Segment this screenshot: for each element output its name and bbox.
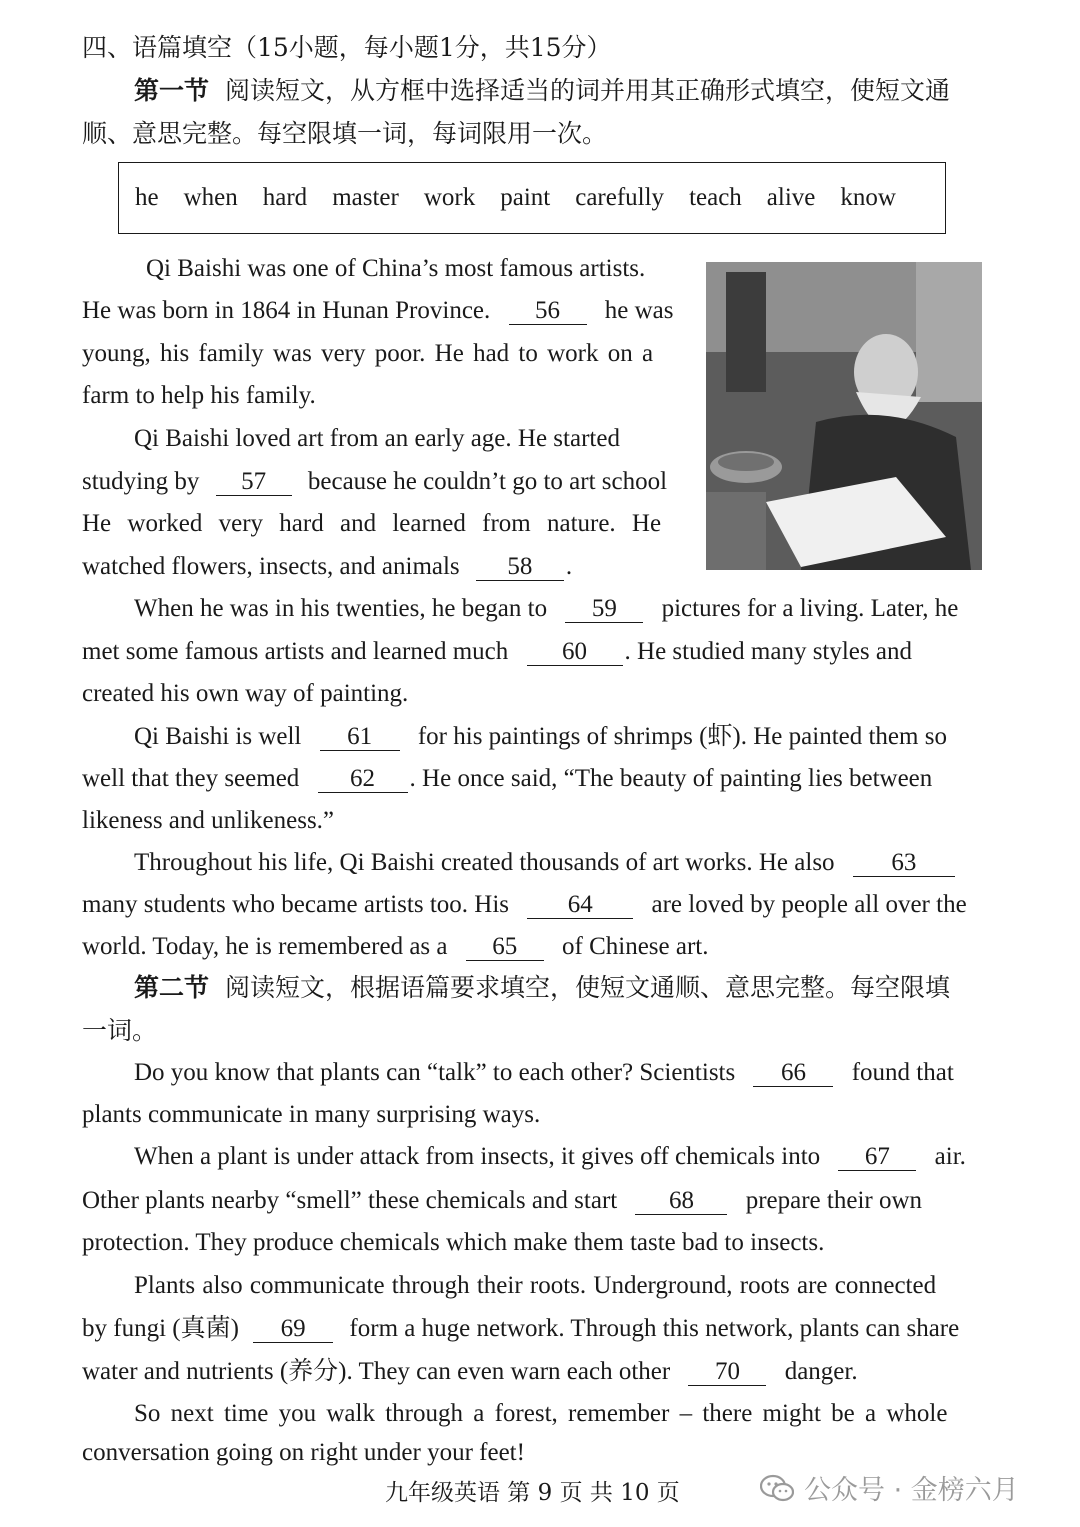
word-box-item: he — [135, 184, 159, 211]
blank-63: 63 — [853, 850, 955, 877]
p1-line: created his own way of painting. — [82, 680, 409, 707]
p2-text: form a huge network. Through this network, plants can share — [349, 1315, 960, 1342]
p2-text: When a plant is under attack from insects, it gives off chemicals into — [134, 1143, 821, 1170]
p1-line: likeness and unlikeness.” — [82, 807, 335, 834]
p1-text: He was born in 1864 in Hunan Province. — [82, 297, 491, 324]
word-box-item: alive — [766, 184, 816, 211]
p2-line — [82, 1356, 858, 1388]
blank-57: 57 — [216, 469, 292, 496]
blank-69: 69 — [253, 1316, 333, 1343]
blank-70: 70 — [688, 1359, 766, 1386]
p1-line — [82, 551, 572, 583]
section-title: 四、语篇填空（15小题，每小题1分，共15分） — [82, 33, 612, 62]
watermark — [760, 1468, 1019, 1507]
p1-line — [82, 931, 708, 963]
blank-65: 65 — [466, 934, 544, 961]
p2-line — [82, 1313, 959, 1345]
part1-instructions — [134, 75, 950, 107]
blank-62: 62 — [318, 766, 408, 793]
photo-illustration — [706, 262, 982, 570]
blank-56: 56 — [509, 298, 587, 325]
p2-line: protection. They produce chemicals which make them taste bad to insects. — [82, 1229, 825, 1256]
p1-text: When he was in his twenties, he began to — [134, 595, 548, 622]
watermark-text: 公众号 · 金榜六月 — [804, 1475, 1019, 1506]
p1-text: because he couldn’t go to art school — [307, 468, 668, 495]
qi-baishi-photo — [706, 262, 982, 570]
p2-text: by fungi (真菌) — [82, 1315, 239, 1342]
p1-line — [82, 466, 667, 498]
word-box-item: paint — [500, 184, 551, 211]
p1-text: Qi Baishi is well — [134, 723, 302, 750]
p1-line — [134, 721, 947, 753]
p1-text: are loved by people all over the — [651, 891, 967, 918]
p2-line — [134, 1057, 954, 1089]
p1-line — [82, 636, 912, 668]
p1-line — [134, 847, 957, 879]
word-box-item: master — [332, 184, 399, 211]
p1-text: studying by — [82, 468, 200, 495]
word-box-item: teach — [689, 184, 742, 211]
p1-line: farm to help his family. — [82, 382, 316, 409]
p2-text: air. — [934, 1143, 966, 1170]
part1-instr-b: 顺、意思完整。每空限填一词，每词限用一次。 — [82, 119, 608, 148]
part2-instr-a: 阅读短文，根据语篇要求填空，使短文通顺、意思完整。每空限填 — [224, 973, 950, 1002]
blank-58: 58 — [476, 554, 564, 581]
p1-text: . He once said, “The beauty of painting lies between — [409, 765, 933, 792]
p2-text: found that — [851, 1059, 954, 1086]
blank-68: 68 — [635, 1188, 727, 1215]
p2-text: water and nutrients (养分). They can even warn each other — [82, 1358, 671, 1385]
part2-label: 第二节 — [134, 973, 210, 1002]
p1-text: for his paintings of shrimps (虾). He painted them so — [417, 723, 947, 750]
p1-line: Qi Baishi was one of China’s most famous artists. — [146, 255, 646, 282]
word-box-item: carefully — [575, 184, 665, 211]
p2-text: Do you know that plants can “talk” to each other? Scientists — [134, 1059, 736, 1086]
blank-67: 67 — [838, 1144, 916, 1171]
p1-text: he was — [604, 297, 674, 324]
p2-text: danger. — [784, 1358, 858, 1385]
p1-text: of Chinese art. — [562, 933, 709, 960]
p1-text: watched flowers, insects, and animals — [82, 553, 460, 580]
p1-text: met some famous artists and learned much — [82, 638, 509, 665]
p1-text: Throughout his life, Qi Baishi created thousands of art works. He also — [134, 849, 835, 876]
p1-text: well that they seemed — [82, 765, 300, 792]
part1-instr-a: 阅读短文，从方框中选择适当的词并用其正确形式填空，使短文通 — [224, 76, 950, 105]
p2-text: prepare their own — [745, 1187, 923, 1214]
p2-text: Other plants nearby “smell” these chemicals and start — [82, 1187, 618, 1214]
word-box-item: hard — [262, 184, 308, 211]
p1-text: many students who became artists too. His — [82, 891, 510, 918]
p1-line — [82, 295, 674, 327]
blank-61: 61 — [320, 724, 400, 751]
part2-instr-b: 一词。 — [82, 1016, 158, 1045]
p1-line: Qi Baishi loved art from an early age. He started — [134, 425, 620, 452]
page-footer: 九年级英语 第 9 页 共 10 页 — [385, 1480, 680, 1506]
word-box-item: when — [183, 184, 238, 211]
p2-line: So next time you walk through a forest, remember – there might be a whole — [134, 1400, 948, 1427]
blank-60: 60 — [527, 639, 623, 666]
p2-line: Plants also communicate through their roots. Underground, roots are connected — [134, 1272, 937, 1299]
p1-text: . He studied many styles and — [624, 638, 912, 665]
p1-line: He worked very hard and learned from nature. He — [82, 510, 662, 537]
p2-line: plants communicate in many surprising ways. — [82, 1101, 541, 1128]
part2-instructions — [134, 972, 950, 1004]
p1-text: world. Today, he is remembered as a — [82, 933, 448, 960]
p1-line: young, his family was very poor. He had to work on a — [82, 340, 654, 367]
word-box — [118, 162, 946, 234]
p2-line: conversation going on right under your feet! — [82, 1439, 525, 1466]
p2-line — [134, 1141, 966, 1173]
p1-line — [82, 889, 967, 921]
blank-66: 66 — [753, 1060, 833, 1087]
word-box-item: know — [840, 184, 896, 211]
blank-64: 64 — [527, 892, 633, 919]
p1-text: . — [565, 553, 573, 580]
blank-59: 59 — [565, 596, 643, 623]
part1-label: 第一节 — [134, 76, 210, 105]
word-box-item: work — [423, 184, 476, 211]
p1-line — [134, 593, 958, 625]
wechat-icon — [760, 1474, 794, 1502]
p1-text: pictures for a living. Later, he — [661, 595, 959, 622]
p2-line — [82, 1185, 922, 1217]
p1-line — [82, 763, 932, 795]
